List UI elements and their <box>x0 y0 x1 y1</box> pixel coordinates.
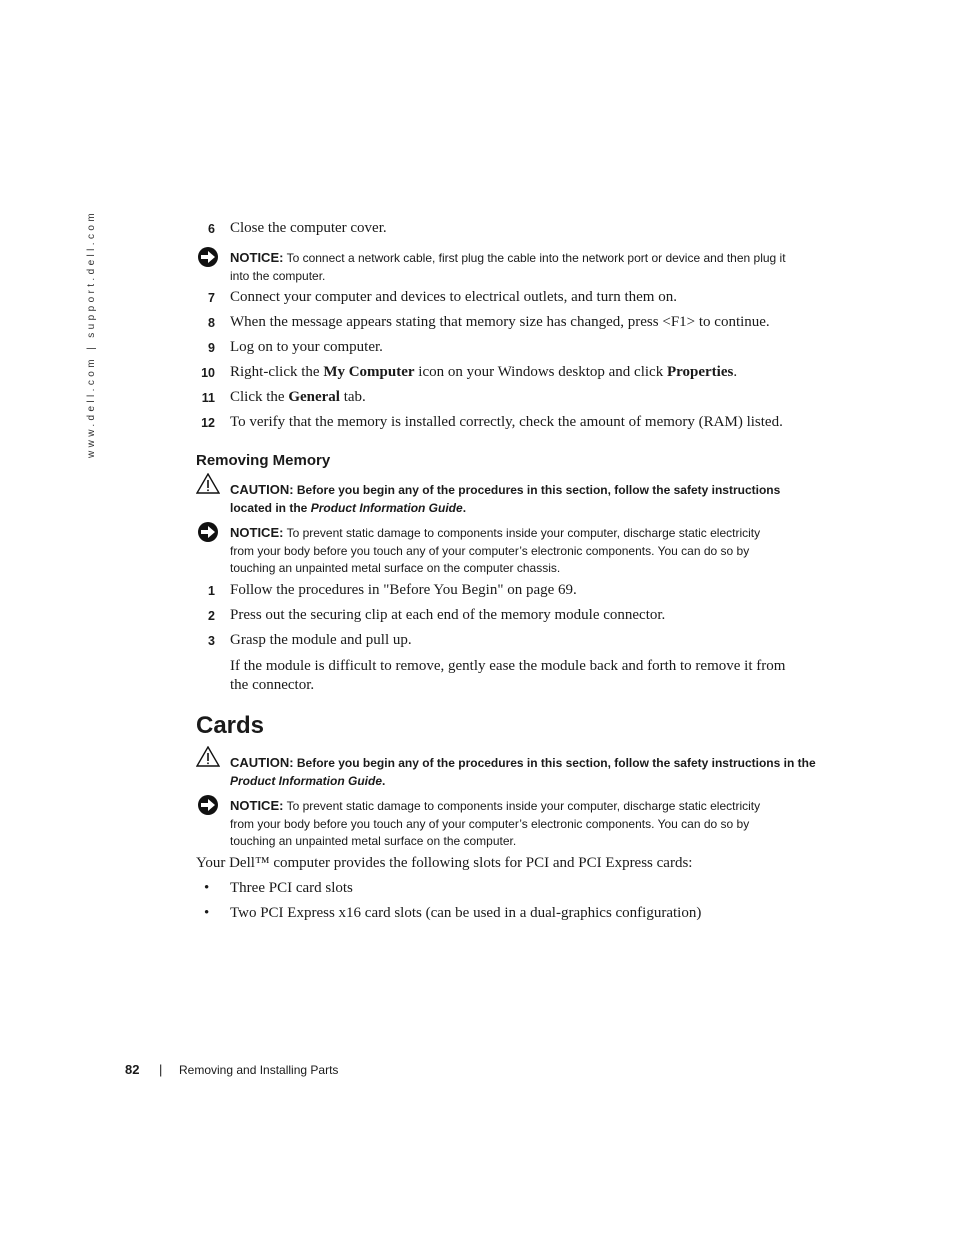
step-number: 12 <box>201 416 215 430</box>
notice-label: NOTICE: <box>230 798 284 813</box>
step-text: Grasp the module and pull up. <box>230 632 412 648</box>
page-number: 82 <box>125 1062 140 1077</box>
notice-text: touching an unpainted metal surface on the computer. <box>230 834 517 848</box>
step-text <box>230 364 820 381</box>
notice-text: into the computer. <box>230 268 326 283</box>
section-heading-cards: Cards <box>196 712 265 739</box>
step-number: 8 <box>208 316 215 330</box>
notice-label: NOTICE: <box>230 525 284 540</box>
text: Right-click the <box>230 364 324 380</box>
caution-text: located in the <box>230 500 311 515</box>
bullet-icon: • <box>204 880 210 896</box>
caution-text: Before you begin any of the procedures in this section, follow the safety instructions in the <box>296 756 816 770</box>
text: Click the <box>230 389 289 405</box>
notice-icon <box>196 521 220 543</box>
step-number: 2 <box>208 609 215 623</box>
caution-guide-title: Product Information Guide <box>310 500 463 515</box>
caution-icon <box>196 473 220 495</box>
step-text: When the message appears stating that memory size has changed, press <F1> to continue. <box>230 314 770 330</box>
notice-icon <box>196 246 220 268</box>
bullet-text: Three PCI card slots <box>230 880 353 896</box>
caution-label: CAUTION: <box>230 755 294 770</box>
notice-label: NOTICE: <box>230 250 284 265</box>
paragraph-line: If the module is difficult to remove, gently ease the module back and forth to remove it from <box>230 658 786 674</box>
notice-icon <box>196 794 220 816</box>
notice-text: from your body before you touch any of your computer’s electronic components. You can do so by <box>230 543 750 558</box>
text: . <box>733 364 738 380</box>
caution-text: . <box>462 500 467 515</box>
footer-separator: | <box>159 1062 163 1077</box>
caution-text: . <box>382 773 386 788</box>
caution-guide-title: Product Information Guide <box>230 773 382 788</box>
paragraph-line: the connector. <box>230 677 315 693</box>
caution-label: CAUTION: <box>230 482 294 497</box>
step-number: 10 <box>201 366 215 380</box>
step-number: 3 <box>208 634 215 648</box>
step-number: 1 <box>208 584 215 598</box>
step-text: Follow the procedures in "Before You Begin" on page 69. <box>230 582 577 598</box>
notice-text: touching an unpainted metal surface on the computer chassis. <box>230 561 561 575</box>
ui-term-properties: Properties <box>666 364 734 380</box>
cards-intro: Your Dell™ computer provides the following slots for PCI and PCI Express cards: <box>196 855 693 871</box>
step-text: Press out the securing clip at each end of the memory module connector. <box>230 607 666 623</box>
notice-text: To prevent static damage to components inside your computer, discharge static electricity <box>286 799 761 813</box>
section-heading-removing-memory: Removing Memory <box>196 452 331 469</box>
step-number: 6 <box>208 222 215 236</box>
caution-text: Before you begin any of the procedures in this section, follow the safety instructions <box>296 483 781 497</box>
step-text: Close the computer cover. <box>230 220 387 236</box>
text: icon on your Windows desktop and click <box>414 364 667 380</box>
ui-term-general: General <box>288 389 340 405</box>
notice-text: from your body before you touch any of your computer’s electronic components. You can do so by <box>230 816 750 831</box>
notice-text: To connect a network cable, first plug the cable into the network port or device and then plug it <box>286 251 786 265</box>
caution-icon <box>196 746 220 768</box>
step-text: Connect your computer and devices to electrical outlets, and turn them on. <box>230 289 677 305</box>
footer-chapter-title: Removing and Installing Parts <box>179 1063 339 1077</box>
bullet-text: Two PCI Express x16 card slots (can be used in a dual-graphics configuration) <box>230 905 702 921</box>
step-text <box>230 389 820 406</box>
ui-term-my-computer: My Computer <box>323 364 415 380</box>
text: tab. <box>339 389 366 405</box>
side-url: www.dell.com | support.dell.com <box>86 209 97 458</box>
notice-text: To prevent static damage to components inside your computer, discharge static electricity <box>286 526 761 540</box>
step-text: To verify that the memory is installed correctly, check the amount of memory (RAM) listed. <box>230 414 783 430</box>
step-number: 11 <box>201 391 215 405</box>
removal-paragraph <box>230 657 820 695</box>
bullet-icon: • <box>204 905 210 921</box>
step-text: Log on to your computer. <box>230 339 383 355</box>
step-number: 9 <box>208 341 215 355</box>
step-number: 7 <box>208 291 215 305</box>
